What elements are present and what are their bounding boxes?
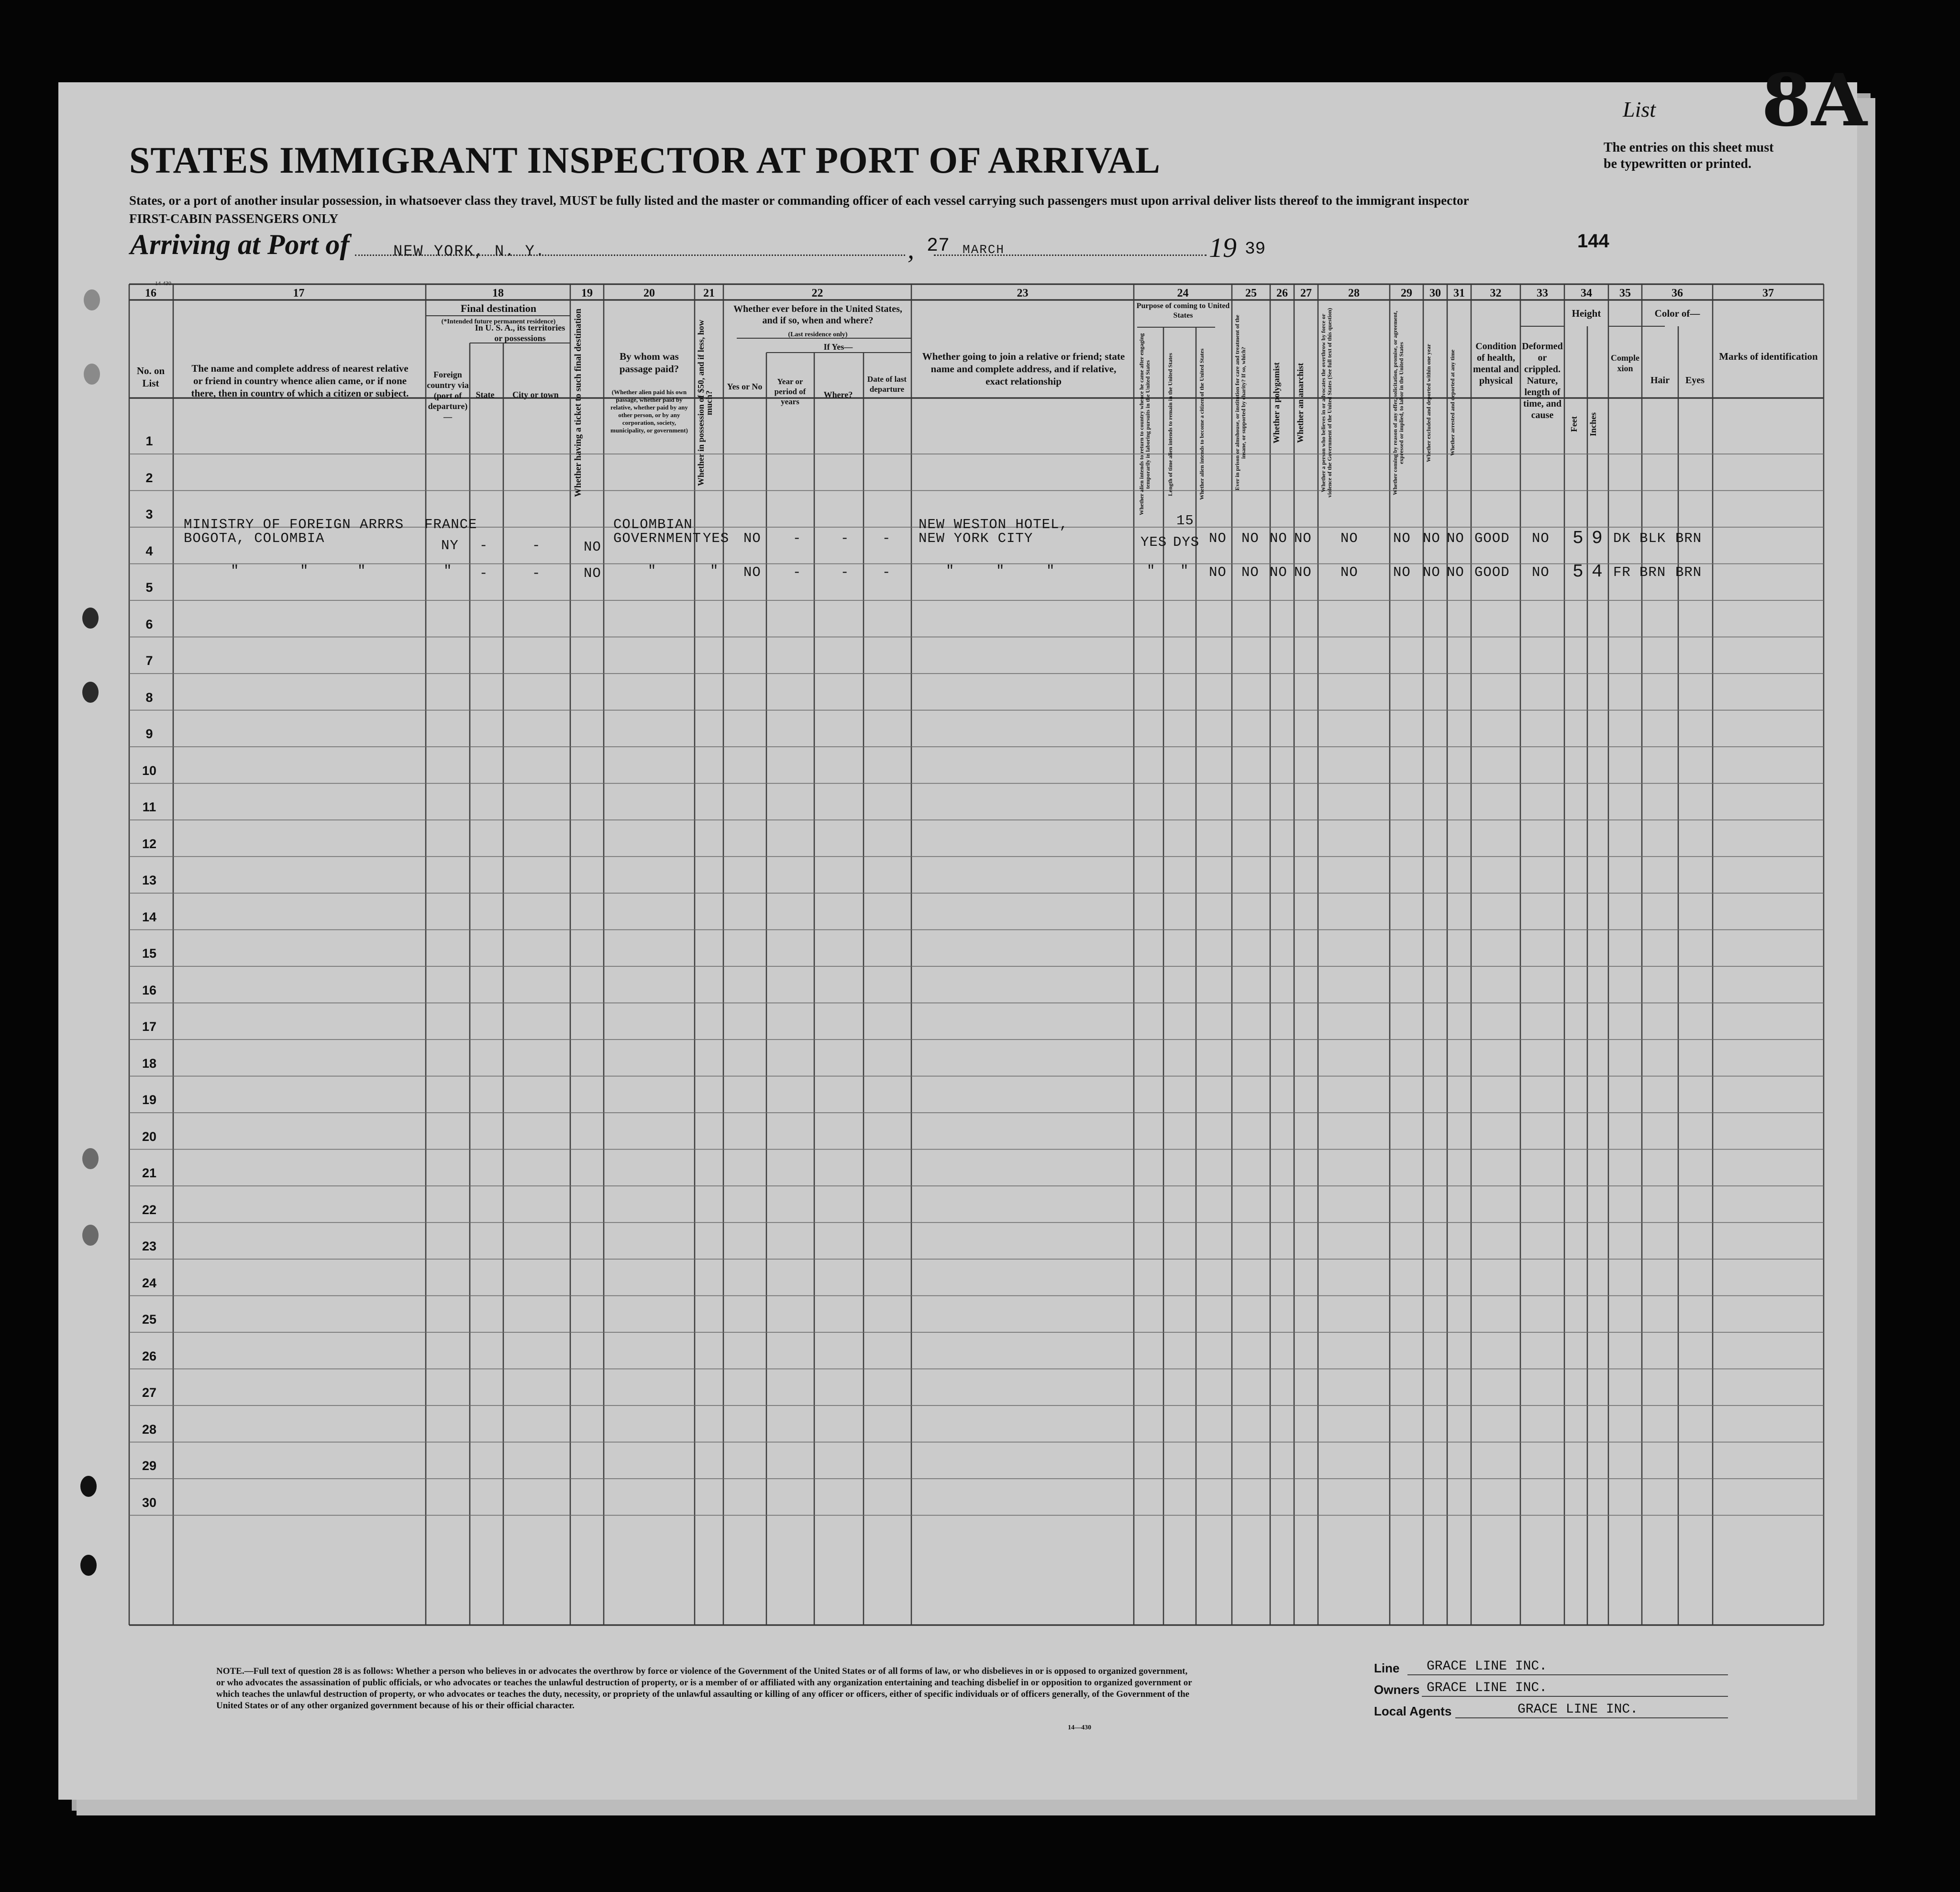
owners-value: GRACE LINE INC. bbox=[1427, 1681, 1548, 1695]
r1-prison: NO bbox=[1241, 531, 1259, 546]
col-num-17: 17 bbox=[293, 287, 305, 299]
r1-date: - bbox=[882, 531, 891, 546]
row-number: 20 bbox=[142, 1129, 157, 1144]
year-prefix: 19 bbox=[1209, 232, 1237, 263]
col-num-16: 16 bbox=[145, 287, 156, 299]
row-number: 1 bbox=[145, 434, 153, 448]
hdr-health: Condition of health, mental and physical bbox=[1473, 341, 1519, 386]
hdr-labor-offer: Whether coming by reason of any offer, solicitation, promise, or agreement, expressed or implied, to labor in the United States bbox=[1392, 310, 1405, 495]
row-number: 3 bbox=[145, 507, 153, 521]
r1-fifty: YES bbox=[703, 531, 730, 546]
row-number: 21 bbox=[142, 1166, 157, 1180]
r2-hair: BRN bbox=[1639, 564, 1666, 580]
question-28-note: NOTE.—Full text of question 28 is as follows: Whether a person who believes in or advocates the overthrow by force or violence of the Government of the United States or of all forms of law, or who disbelieves in or is opposed to organized government, or who advocates the assassination of public officials, or who advocates or teaches the unlawful destruction of property, or is a member of or affiliated with any organization entertaining and teaching disbelief in or opposition to organized government or which teaches the unlawful destruction of property, or who advocates or teaches the duty, necessity, or propriety of the unlawful assaulting or killing of any officer or officers, either of specific individuals or of officers generally, of the Government of the United States or of any other organized government because of his or their official character. bbox=[216, 1666, 1192, 1711]
row-number: 12 bbox=[142, 836, 157, 851]
r1-complexion: DK bbox=[1613, 531, 1631, 546]
col-num-33: 33 bbox=[1537, 287, 1548, 299]
r2-complexion: FR bbox=[1613, 564, 1631, 580]
hdr-prison: Ever in prison or almshouse, or institution for care and treatment of the insane, or supported by charity? If so, which? bbox=[1234, 315, 1247, 491]
r2-relative-ditto-a: " bbox=[231, 563, 240, 579]
r2-state: - bbox=[479, 565, 488, 581]
r1-anarchist: NO bbox=[1294, 531, 1312, 546]
r2-return: " bbox=[1147, 563, 1156, 579]
arriving-label: Arriving at Port of bbox=[130, 229, 350, 260]
row-number: 18 bbox=[142, 1056, 157, 1071]
r2-relative-ditto-b: " bbox=[300, 563, 309, 579]
form-code-top: 14-430 bbox=[155, 280, 171, 287]
col-num-22: 22 bbox=[811, 287, 823, 299]
entries-note-line-2: be typewritten or printed. bbox=[1604, 156, 1751, 171]
hdr-citizen-intent: Whether alien intends to become a citizen of the United States bbox=[1198, 348, 1205, 500]
r2-join-ditto-a: " bbox=[946, 563, 955, 579]
r1-overthrow: NO bbox=[1340, 531, 1358, 546]
r2-excluded: NO bbox=[1423, 564, 1440, 580]
agents-underline bbox=[1455, 1717, 1728, 1718]
r2-anarchist: NO bbox=[1294, 564, 1312, 580]
binder-hole bbox=[84, 364, 100, 385]
col-num-18: 18 bbox=[492, 287, 504, 299]
row-number: 22 bbox=[142, 1202, 157, 1217]
row-number: 29 bbox=[142, 1459, 157, 1473]
form-code-bottom: 14—430 bbox=[1068, 1724, 1091, 1731]
r2-fifty: " bbox=[710, 563, 719, 579]
r1-state: - bbox=[479, 538, 488, 553]
r2-join-ditto-b: " bbox=[996, 563, 1005, 579]
r1-feet: 5 bbox=[1572, 528, 1584, 549]
r1-length-2: DYS bbox=[1173, 534, 1200, 550]
r2-length: " bbox=[1180, 563, 1189, 579]
hdr-city: City or town bbox=[512, 390, 559, 399]
row-number: 28 bbox=[142, 1422, 157, 1437]
agents-label: Local Agents bbox=[1374, 1704, 1452, 1718]
col-num-31: 31 bbox=[1453, 287, 1465, 299]
row-number: 17 bbox=[142, 1019, 157, 1034]
row-number: 9 bbox=[145, 727, 153, 741]
binder-hole bbox=[84, 289, 100, 310]
row-number: 16 bbox=[142, 983, 157, 997]
hdr-feet: Feet bbox=[1569, 416, 1579, 432]
hdr-state: State bbox=[476, 390, 495, 399]
r1-relative-line1: MINISTRY OF FOREIGN ARRRS bbox=[184, 517, 404, 532]
r1-inches: 9 bbox=[1592, 528, 1603, 549]
row-number: 15 bbox=[142, 946, 157, 961]
r1-length-1: 15 bbox=[1176, 513, 1194, 529]
row-number: 8 bbox=[145, 690, 153, 705]
r2-overthrow: NO bbox=[1340, 564, 1358, 580]
r2-before-us: NO bbox=[743, 564, 761, 580]
form-subtitle: States, or a port of another insular possession, in whatsoever class they travel, MUST be fully listed and the master or commanding officer of each vessel carrying such passengers must upon arrival deliver lists thereof to the immigrant inspector bbox=[129, 193, 1469, 208]
hdr-inches: Inches bbox=[1588, 412, 1598, 437]
hdr-hair: Hair bbox=[1650, 375, 1670, 386]
r2-deformed: NO bbox=[1532, 564, 1550, 580]
r1-where: - bbox=[841, 531, 850, 546]
r1-health: GOOD bbox=[1474, 531, 1510, 546]
line-underline bbox=[1407, 1674, 1728, 1675]
col-num-36: 36 bbox=[1672, 287, 1683, 299]
col-num-23: 23 bbox=[1017, 287, 1029, 299]
hdr-year-period: Year or period of years bbox=[774, 377, 806, 406]
row-number: 24 bbox=[142, 1275, 157, 1290]
r1-polygamist: NO bbox=[1270, 531, 1287, 546]
hdr-marks: Marks of identification bbox=[1719, 351, 1818, 362]
row-number: 26 bbox=[142, 1349, 157, 1363]
row-number: 7 bbox=[145, 653, 153, 668]
hdr-polygamist: Whether a polygamist bbox=[1272, 362, 1281, 443]
hdr-deformed: Deformed or crippled. Nature, length of time, and cause bbox=[1522, 341, 1563, 420]
r1-citizen: NO bbox=[1209, 531, 1227, 546]
r1-return: YES bbox=[1141, 534, 1167, 550]
r2-eyes: BRN bbox=[1675, 564, 1702, 580]
row-number: 19 bbox=[142, 1093, 157, 1107]
col-num-30: 30 bbox=[1429, 287, 1441, 299]
r1-hair: BLK bbox=[1639, 531, 1666, 546]
r1-eyes: BRN bbox=[1675, 531, 1702, 546]
line-label: Line bbox=[1374, 1661, 1400, 1675]
hdr-if-yes: If Yes— bbox=[823, 342, 853, 352]
hdr-foreign-country: Foreign country via (port of departure)— bbox=[427, 370, 469, 421]
r1-city: - bbox=[532, 538, 541, 553]
page-number: 144 bbox=[1577, 231, 1609, 252]
r2-inches: 4 bbox=[1592, 562, 1603, 582]
hdr-ticket: Whether having a ticket to such final destination bbox=[573, 309, 583, 497]
month-value: MARCH bbox=[963, 243, 1005, 257]
binder-hole bbox=[80, 1555, 97, 1576]
row-number: 11 bbox=[142, 800, 156, 814]
row-number: 2 bbox=[145, 470, 153, 485]
r1-deported: NO bbox=[1447, 531, 1464, 546]
r2-deported: NO bbox=[1447, 564, 1464, 580]
year-suffix: 39 bbox=[1245, 239, 1266, 259]
row-number: 6 bbox=[145, 617, 153, 631]
row-number: 4 bbox=[145, 543, 153, 558]
hdr-last-departure: Date of last departure bbox=[867, 375, 907, 394]
r1-join-2: NEW YORK CITY bbox=[919, 531, 1033, 546]
row-number: 23 bbox=[142, 1239, 157, 1253]
hdr-final-destination-sub: (*Intended future permanent residence) bbox=[441, 318, 556, 325]
row-number: 30 bbox=[142, 1495, 157, 1510]
hdr-where: Where? bbox=[823, 390, 853, 399]
row-number: 5 bbox=[145, 580, 153, 595]
passenger-class: FIRST-CABIN PASSENGERS ONLY bbox=[129, 211, 339, 226]
hdr-before-us: Whether ever before in the United States, and if so, when and where? bbox=[733, 304, 902, 326]
hdr-eyes: Eyes bbox=[1685, 375, 1705, 386]
r2-feet: 5 bbox=[1572, 562, 1584, 582]
hdr-fifty-dollars: Whether in possession of $50, and if less, how much? bbox=[696, 320, 714, 486]
r1-deformed: NO bbox=[1532, 531, 1550, 546]
r1-relative-line2: BOGOTA, COLOMBIA bbox=[184, 531, 325, 546]
row-number: 27 bbox=[142, 1385, 157, 1400]
r2-polygamist: NO bbox=[1270, 564, 1287, 580]
r2-paid-by: " bbox=[648, 563, 657, 579]
binder-hole bbox=[82, 608, 99, 629]
hdr-complexion: Complexion bbox=[1611, 353, 1639, 373]
row-number: 14 bbox=[142, 909, 157, 924]
r1-paid-by-2: GOVERNMENT bbox=[613, 531, 702, 546]
col-num-24: 24 bbox=[1177, 287, 1189, 299]
r1-excluded: NO bbox=[1423, 531, 1440, 546]
row-number: 25 bbox=[142, 1312, 157, 1327]
r2-prison: NO bbox=[1241, 564, 1259, 580]
r1-paid-by-1: COLOMBIAN bbox=[613, 517, 693, 532]
hdr-no-on-list: No. on List bbox=[136, 365, 165, 389]
port-value: NEW YORK, N. Y. bbox=[393, 243, 546, 260]
manifest-grid bbox=[58, 82, 1857, 1800]
hdr-in-usa: In U. S. A., its territories or possessions bbox=[475, 323, 565, 343]
hdr-excluded: Whether excluded and deported within one year bbox=[1425, 343, 1432, 462]
hdr-anarchist: Whether an anarchist bbox=[1296, 363, 1305, 443]
row-number: 13 bbox=[142, 873, 157, 887]
r2-citizen: NO bbox=[1209, 564, 1227, 580]
col-num-29: 29 bbox=[1401, 287, 1412, 299]
owners-label: Owners bbox=[1374, 1682, 1420, 1697]
binder-hole bbox=[82, 682, 99, 703]
binder-hole bbox=[82, 1225, 99, 1246]
hdr-relative-address: The name and complete address of nearest relative or friend in country whence alien came, or if none there, then in country of which a citizen or subject. bbox=[191, 363, 409, 399]
binder-hole bbox=[82, 1148, 99, 1169]
col-num-28: 28 bbox=[1348, 287, 1360, 299]
r1-foreign-country: FRANCE bbox=[424, 517, 477, 532]
r2-date: - bbox=[882, 564, 891, 580]
hdr-paid-by-sub: (Whether alien paid his own passage, whether paid by relative, whether paid by any other person, or by any corporation, society, municipality, or government) bbox=[610, 388, 688, 434]
hdr-before-us-sub: (Last residence only) bbox=[788, 331, 848, 338]
r2-join-ditto-c: " bbox=[1046, 563, 1055, 579]
col-num-37: 37 bbox=[1762, 287, 1774, 299]
r1-labor: NO bbox=[1393, 531, 1411, 546]
day-value: 27 bbox=[927, 235, 950, 257]
hdr-arrested: Whether arrested and deported at any time bbox=[1449, 349, 1456, 456]
row-number: 10 bbox=[142, 763, 157, 778]
r2-foreign-country: " bbox=[443, 563, 453, 579]
hdr-overthrow: Whether a person who believes in or advocates the overthrow by force or violence of the Government of the United States (See full text of this question) bbox=[1320, 308, 1333, 498]
entries-note-line-1: The entries on this sheet must bbox=[1604, 140, 1774, 155]
comma: , bbox=[908, 235, 914, 265]
col-num-26: 26 bbox=[1276, 287, 1288, 299]
owners-underline bbox=[1422, 1696, 1728, 1697]
hdr-final-destination: Final destination bbox=[460, 302, 537, 314]
col-num-19: 19 bbox=[581, 287, 593, 299]
col-num-35: 35 bbox=[1619, 287, 1631, 299]
col-num-21: 21 bbox=[703, 287, 715, 299]
hdr-color-of: Color of— bbox=[1654, 308, 1700, 319]
r1-join-1: NEW WESTON HOTEL, bbox=[919, 517, 1068, 532]
form-title: STATES IMMIGRANT INSPECTOR AT PORT OF ARRIVAL bbox=[129, 139, 1161, 181]
col-num-25: 25 bbox=[1245, 287, 1257, 299]
r2-where: - bbox=[841, 564, 850, 580]
r2-year: - bbox=[793, 564, 802, 580]
hdr-yes-no: Yes or No bbox=[727, 382, 763, 391]
r2-relative-ditto-c: " bbox=[357, 563, 366, 579]
r2-health: GOOD bbox=[1474, 564, 1510, 580]
r1-foreign-country-2: NY bbox=[441, 538, 459, 553]
binder-hole bbox=[80, 1476, 97, 1497]
r2-ticket: NO bbox=[584, 565, 601, 581]
list-label: List bbox=[1623, 97, 1656, 122]
r2-city: - bbox=[532, 565, 541, 581]
list-number: 8A bbox=[1761, 58, 1867, 143]
r1-year: - bbox=[793, 531, 802, 546]
r1-ticket: NO bbox=[584, 539, 601, 555]
hdr-join-relative: Whether going to join a relative or friend; state name and complete address, and if relative, exact relationship bbox=[922, 351, 1125, 387]
agents-value: GRACE LINE INC. bbox=[1517, 1702, 1639, 1717]
hdr-purpose: Purpose of coming to United States bbox=[1136, 302, 1230, 320]
hdr-paid-by: By whom was passage paid? bbox=[619, 351, 679, 375]
hdr-length-stay: Length of time alien intends to remain in the United States bbox=[1167, 353, 1174, 496]
hdr-return-intent: Whether alien intends to return to country whence he came after engaging temporarily in laboring pursuits in the United States bbox=[1138, 333, 1151, 516]
hdr-height: Height bbox=[1572, 308, 1601, 319]
r1-before-us: NO bbox=[743, 531, 761, 546]
line-value: GRACE LINE INC. bbox=[1427, 1659, 1548, 1674]
r2-labor: NO bbox=[1393, 564, 1411, 580]
col-num-20: 20 bbox=[643, 287, 655, 299]
manifest-sheet bbox=[58, 58, 1867, 1800]
col-num-27: 27 bbox=[1300, 287, 1312, 299]
col-num-32: 32 bbox=[1490, 287, 1502, 299]
col-num-34: 34 bbox=[1581, 287, 1592, 299]
